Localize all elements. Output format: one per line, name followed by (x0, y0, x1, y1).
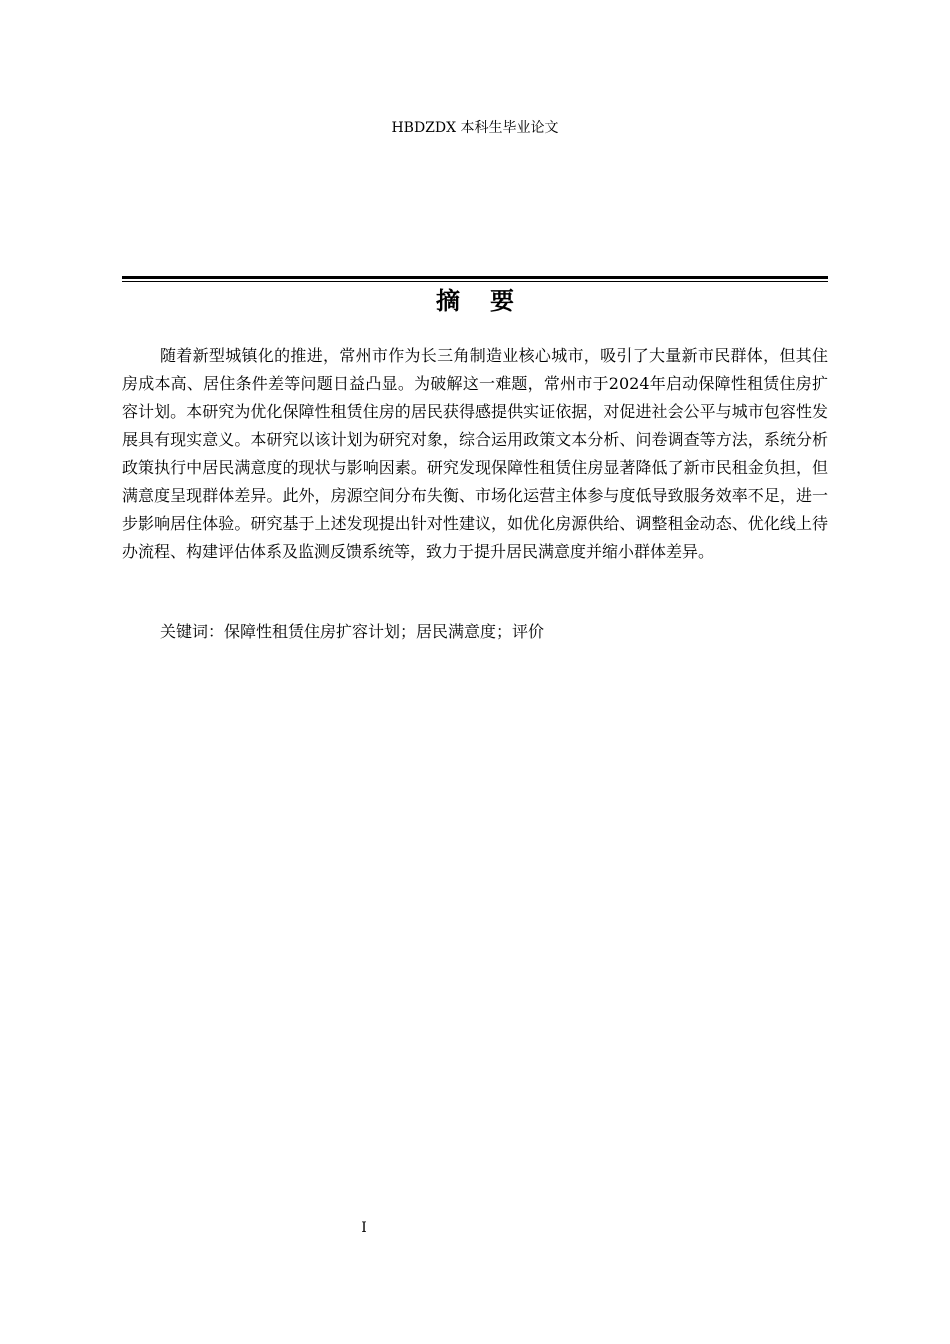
keywords-line: 关键词：保障性租赁住房扩容计划；居民满意度；评价 (160, 622, 545, 641)
header-rule-thin (122, 281, 828, 282)
abstract-body: 随着新型城镇化的推进，常州市作为长三角制造业核心城市，吸引了大量新市民群体，但其住房成本高、居住条件差等问题日益凸显。为破解这一难题，常州市于2024年启动保障性租赁住房扩容计划。本研究为优化保障性租赁住房的居民获得感提供实证依据，对促进社会公平与城市包容性发展具有现实意义。本研究以该计划为研究对象，综合运用政策文本分析、问卷调查等方法，系统分析政策执行中居民满意度的现状与影响因素。研究发现保障性租赁住房显著降低了新市民租金负担，但满意度呈现群体差异。此外，房源空间分布失衡、市场化运营主体参与度低导致服务效率不足，进一步影响居住体验。研究基于上述发现提出针对性建议，如优化房源供给、调整租金动态、优化线上待办流程、构建评估体系及监测反馈系统等，致力于提升居民满意度并缩小群体差异。 (122, 346, 828, 561)
header-rule-thick (122, 276, 828, 279)
abstract-title: 摘要 (436, 287, 544, 315)
running-header: HBDZDX 本科生毕业论文 (391, 120, 559, 136)
page-number: I (361, 1220, 367, 1236)
